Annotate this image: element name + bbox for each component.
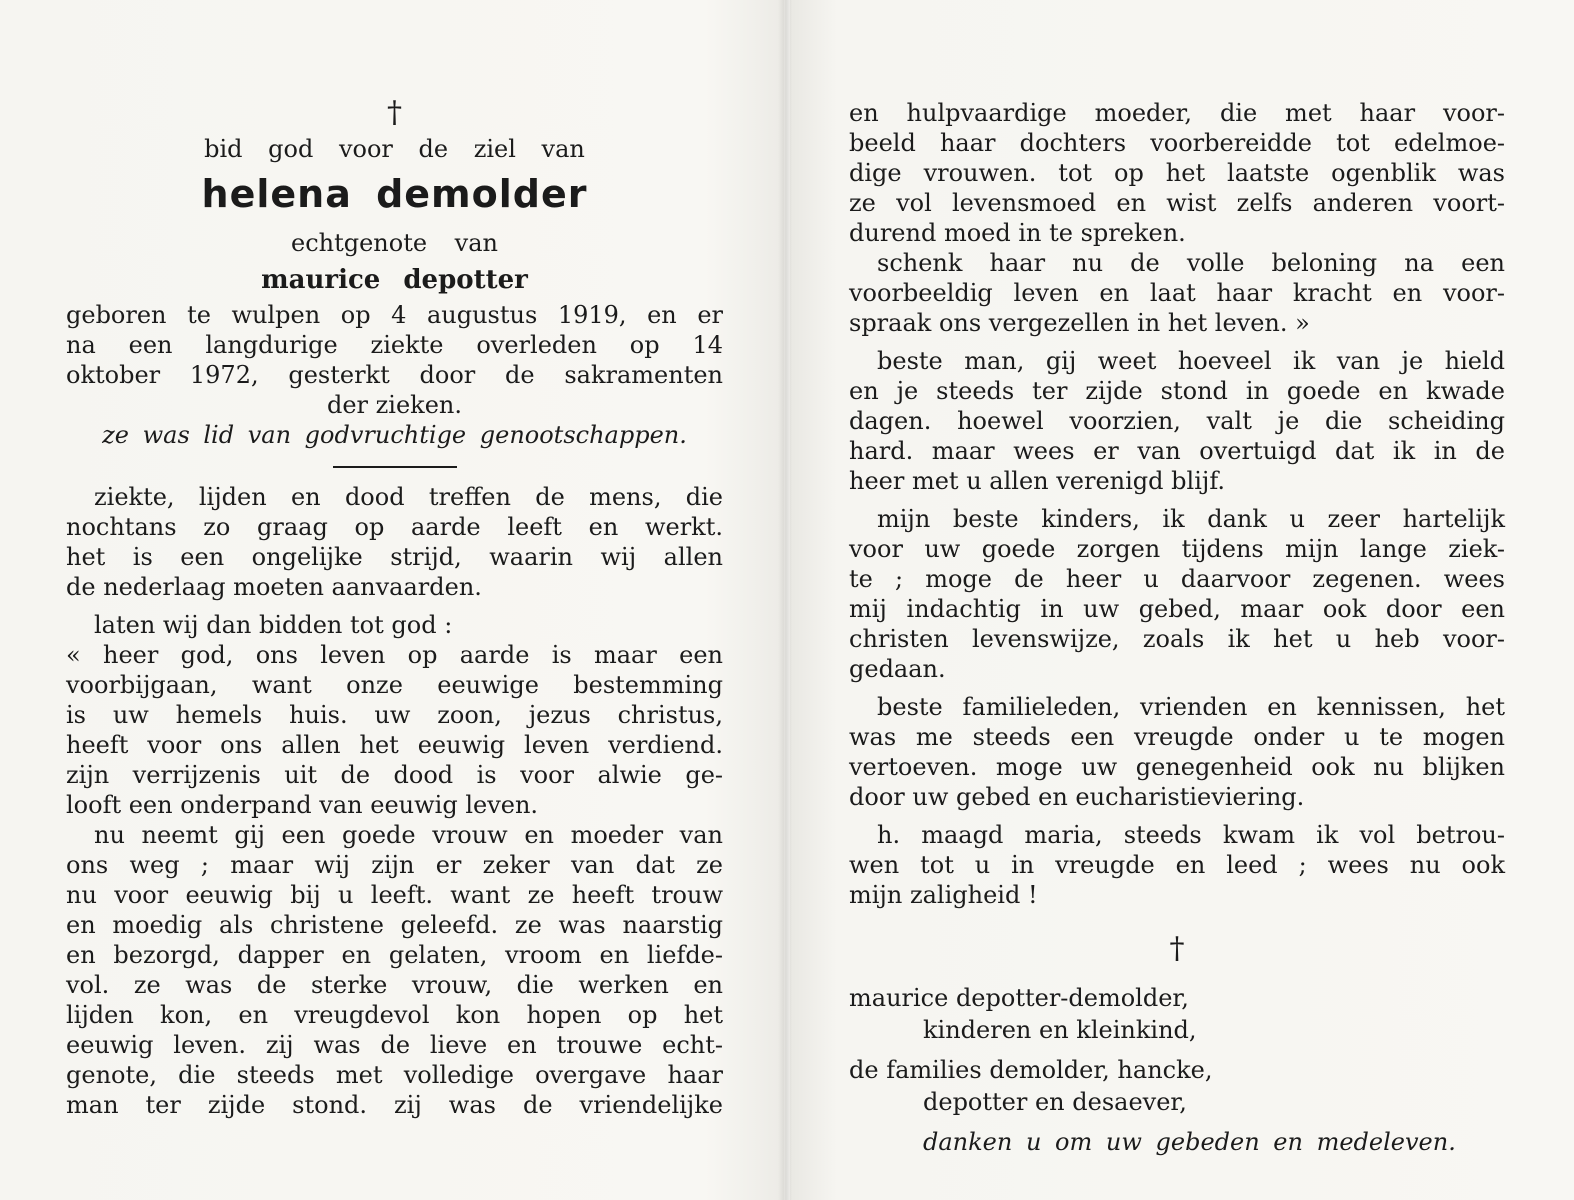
- text-line: wen tot u in vreugde en leed ; wees nu ook: [849, 851, 1505, 879]
- text-line: mijn zaligheid !: [849, 881, 1038, 909]
- text-line: beste man, gij weet hoeveel ik van je hield: [877, 347, 1505, 375]
- text-line: h. maagd maria, steeds kwam ik vol betrou-: [877, 821, 1505, 849]
- text-line: voorbeeldig leven en laat haar kracht en voor-: [849, 279, 1505, 307]
- text-line: genote, die steeds met volledige overgave haar: [66, 1061, 723, 1089]
- paragraph: [66, 820, 723, 1120]
- membership-line: ze was lid van godvruchtige genootschappen.: [102, 421, 687, 449]
- text-line: ziekte, lijden en dood treffen de mens, die: [94, 483, 723, 511]
- text-line: dige vrouwen. tot op het laatste ogenblik was: [849, 159, 1505, 187]
- text-line: te ; moge de heer u daarvoor zegenen. wees: [849, 565, 1505, 593]
- text-line: eeuwig leven. zij was de lieve en trouwe echt-: [66, 1031, 723, 1059]
- intro-line: bid god voor de ziel van: [204, 135, 585, 163]
- text-line: nochtans zo graag op aarde leeft en werkt.: [66, 513, 723, 541]
- text-line: beeld haar dochters voorbereidde tot edelmoe-: [849, 129, 1505, 157]
- text-line: geboren te wulpen op 4 augustus 1919, en er: [66, 301, 723, 329]
- text-line: schenk haar nu de volle beloning na een: [877, 249, 1505, 277]
- text-line: man ter zijde stond. zij was de vriendelijke: [66, 1091, 723, 1119]
- paragraph: [849, 504, 1505, 684]
- paragraph: [66, 610, 723, 820]
- text-line: christen levenswijze, zoals ik het u heb voor-: [849, 625, 1505, 653]
- text-line: vol. ze was de sterke vrouw, die werken en: [66, 971, 723, 999]
- spouse-label: echtgenote van: [290, 229, 499, 257]
- text-line: de nederlaag moeten aanvaarden.: [66, 573, 482, 601]
- text-line: laten wij dan bidden tot god :: [94, 611, 453, 639]
- text-line: en je steeds ter zijde stond in goede en kwade: [849, 377, 1505, 405]
- left-column: [66, 96, 723, 1120]
- paragraph: [849, 248, 1505, 338]
- paragraph: [849, 346, 1505, 496]
- text-line: der zieken.: [326, 391, 463, 419]
- signature-line: kinderen en kleinkind,: [923, 1016, 1197, 1044]
- text-line: was me steeds een vreugde onder u te mogen: [849, 723, 1505, 751]
- deceased-name: helena demolder: [201, 172, 588, 216]
- birth-death-paragraph: [66, 300, 723, 420]
- text-line: nu neemt gij een goede vrouw en moeder van: [94, 821, 723, 849]
- cross-icon: †: [1169, 931, 1185, 966]
- text-line: oktober 1972, gesterkt door de sakramenten: [66, 361, 723, 389]
- text-line: « heer god, ons leven op aarde is maar een: [66, 641, 723, 669]
- text-line: looft een onderpand van eeuwig leven.: [66, 791, 539, 819]
- text-line: en bezorgd, dapper en gelaten, vroom en liefde-: [66, 941, 723, 969]
- right-column: [849, 98, 1505, 1158]
- text-line: mij indachtig in uw gebed, maar ook door een: [849, 595, 1505, 623]
- text-line: het is een ongelijke strijd, waarin wij allen: [66, 543, 723, 571]
- divider: [333, 466, 457, 468]
- signature-line: de families demolder, hancke,: [849, 1056, 1213, 1084]
- text-line: dagen. hoewel voorzien, valt je die scheiding: [849, 407, 1505, 435]
- text-line: en moedig als christene geleefd. ze was naarstig: [66, 911, 723, 939]
- thanks-line: danken u om uw gebeden en medeleven.: [923, 1128, 1456, 1156]
- spouse-name: maurice depotter: [261, 265, 528, 295]
- paragraph: [849, 692, 1505, 812]
- text-line: vertoeven. moge uw genegenheid ook nu blijken: [849, 753, 1505, 781]
- paragraph: [66, 482, 723, 602]
- text-line: voor uw goede zorgen tijdens mijn lange ziek-: [849, 535, 1505, 563]
- text-line: ons weg ; maar wij zijn er zeker van dat ze: [66, 851, 723, 879]
- cross-icon: †: [387, 95, 402, 130]
- text-line: nu voor eeuwig bij u leeft. want ze heeft trouw: [66, 881, 723, 909]
- text-line: hard. maar wees er van overtuigd dat ik in de: [849, 437, 1505, 465]
- text-line: ze vol levensmoed en wist zelfs anderen voort-: [849, 189, 1505, 217]
- card-fold: [778, 0, 792, 1200]
- text-line: beste familieleden, vrienden en kennissen, het: [877, 693, 1505, 721]
- text-line: na een langdurige ziekte overleden op 14: [66, 331, 723, 359]
- text-line: is uw hemels huis. uw zoon, jezus christus,: [66, 701, 723, 729]
- text-line: heer met u allen verenigd blijf.: [849, 467, 1225, 495]
- signature-line: maurice depotter-demolder,: [849, 984, 1189, 1012]
- text-line: mijn beste kinders, ik dank u zeer hartelijk: [877, 505, 1505, 533]
- paragraph: [849, 98, 1505, 248]
- paragraph: [849, 820, 1505, 910]
- signature-line: depotter en desaever,: [923, 1088, 1187, 1116]
- text-line: voorbijgaan, want onze eeuwige bestemming: [66, 671, 723, 699]
- text-line: en hulpvaardige moeder, die met haar voor-: [849, 99, 1505, 127]
- text-line: heeft voor ons allen het eeuwig leven verdiend.: [66, 731, 723, 759]
- text-line: gedaan.: [849, 655, 946, 683]
- text-line: lijden kon, en vreugdevol kon hopen op het: [66, 1001, 723, 1029]
- text-line: door uw gebed en eucharistieviering.: [849, 783, 1305, 811]
- text-line: zijn verrijzenis uit de dood is voor alwie ge-: [66, 761, 723, 789]
- text-line: durend moed in te spreken.: [849, 219, 1186, 247]
- text-line: spraak ons vergezellen in het leven. »: [849, 309, 1310, 337]
